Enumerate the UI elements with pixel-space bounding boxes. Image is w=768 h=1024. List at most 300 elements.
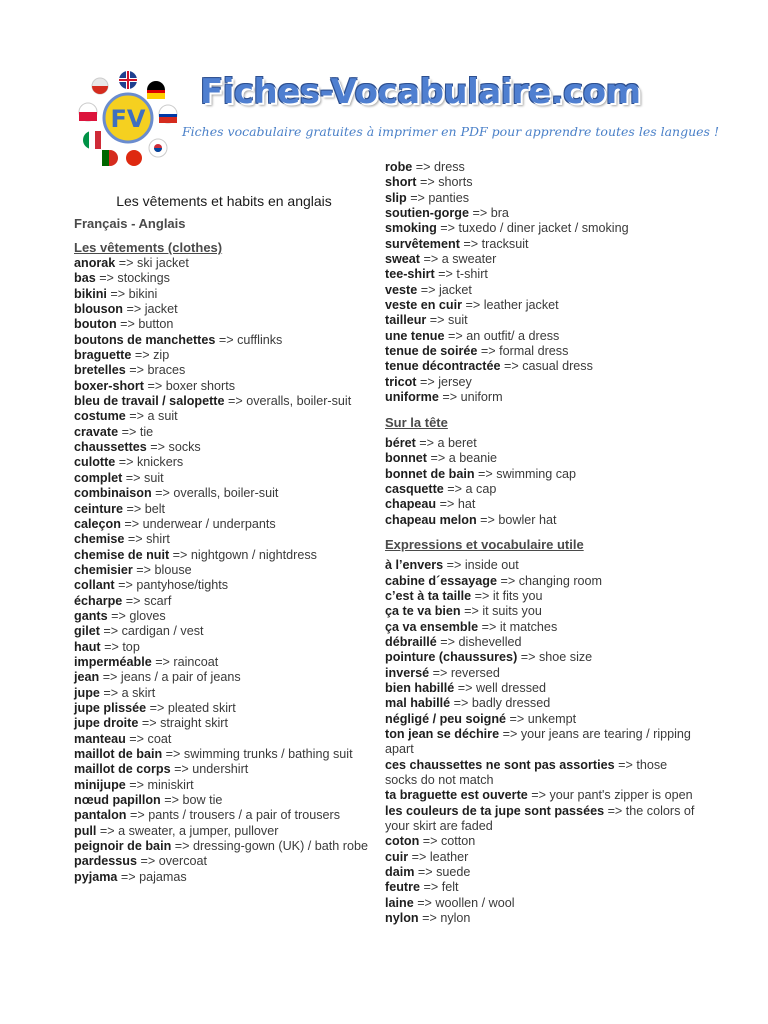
vocab-entry xyxy=(74,425,374,440)
vocab-entry xyxy=(74,655,374,670)
vocab-entry xyxy=(385,589,695,604)
french-term: combinaison xyxy=(74,486,152,501)
french-term: négligé / peu soigné xyxy=(385,711,507,726)
vocab-entry xyxy=(74,287,374,302)
vocab-entry xyxy=(385,513,695,528)
arrow-separator: => xyxy=(122,593,145,608)
arrow-separator: => xyxy=(416,374,439,389)
english-translation: miniskirt xyxy=(147,777,194,792)
english-translation: straight skirt xyxy=(160,716,228,731)
vocab-entry xyxy=(385,666,695,681)
french-term: anorak xyxy=(74,256,116,270)
arrow-separator: => xyxy=(100,639,123,654)
arrow-separator: => xyxy=(96,823,119,838)
french-term: jupe xyxy=(74,685,100,700)
french-term: chapeau melon xyxy=(385,512,477,527)
vocab-entry xyxy=(74,808,374,823)
english-translation: braces xyxy=(147,363,186,378)
vocab-entry xyxy=(385,206,695,221)
english-translation: suit xyxy=(448,313,468,328)
english-translation: it matches xyxy=(499,619,558,634)
vocab-entry xyxy=(385,436,695,451)
vocab-entry xyxy=(74,302,374,317)
arrow-separator: => xyxy=(468,206,491,221)
english-translation: shirt xyxy=(146,532,170,547)
french-term: débraillé xyxy=(385,634,437,649)
english-translation: pajamas xyxy=(139,869,187,884)
english-translation: leather xyxy=(429,849,469,864)
french-term: écharpe xyxy=(74,593,123,608)
section-heading-expressions: Expressions et vocabulaire utile xyxy=(385,536,584,552)
vocab-entry xyxy=(74,486,374,501)
french-term: les couleurs de ta jupe sont passées xyxy=(385,803,605,818)
vocab-entry xyxy=(385,313,695,328)
french-term: pointure (chaussures) xyxy=(385,650,518,665)
arrow-separator: => xyxy=(95,271,118,286)
vocab-entry xyxy=(385,344,695,359)
arrow-separator: => xyxy=(414,865,437,880)
english-translation: socks xyxy=(168,440,201,455)
vocab-entry xyxy=(74,394,374,409)
vocab-entry xyxy=(385,283,695,298)
english-translation: a suit xyxy=(147,409,178,424)
english-translation: raincoat xyxy=(173,654,219,669)
french-term: manteau xyxy=(74,731,126,746)
english-translation: it suits you xyxy=(482,604,542,619)
arrow-separator: => xyxy=(420,880,442,895)
arrow-separator: => xyxy=(443,481,466,496)
arrow-separator: => xyxy=(169,547,191,562)
vocab-entry xyxy=(74,317,374,332)
french-term: chemisier xyxy=(74,562,133,577)
arrow-separator: => xyxy=(107,608,130,623)
logo-text: FV xyxy=(110,105,146,133)
french-term: c’est à ta taille xyxy=(385,588,472,603)
english-translation: dressing-gown (UK) / bath robe xyxy=(192,839,368,854)
vocab-entry xyxy=(74,256,374,271)
vocab-entry xyxy=(385,604,695,619)
vocab-entry xyxy=(385,865,695,880)
french-term: maillot de corps xyxy=(74,762,171,777)
arrow-separator: => xyxy=(132,562,155,577)
english-translation: reversed xyxy=(450,665,500,680)
english-translation: swimming trunks / bathing suit xyxy=(183,747,353,761)
english-translation: blouse xyxy=(154,562,192,577)
french-term: chaussettes xyxy=(74,440,147,455)
arrow-separator: => xyxy=(122,302,145,317)
arrow-separator: => xyxy=(143,378,166,393)
english-translation: a beret xyxy=(437,435,477,450)
vocab-entry xyxy=(385,620,695,635)
vocab-entry xyxy=(74,578,374,593)
english-translation: jacket xyxy=(144,302,178,317)
english-translation: shoe size xyxy=(538,650,593,665)
english-translation: tracksuit xyxy=(481,236,529,251)
arrow-separator: => xyxy=(527,788,550,803)
arrow-separator: => xyxy=(450,696,472,711)
vocab-entry xyxy=(74,670,374,685)
vocab-entry xyxy=(74,440,374,455)
french-term: minijupe xyxy=(74,777,126,792)
french-term: tee-shirt xyxy=(385,267,435,282)
vocab-entry xyxy=(74,471,374,486)
english-translation: a sweater, a jumper, pullover xyxy=(118,823,279,838)
vocab-entry xyxy=(385,681,695,696)
vocab-column-left xyxy=(74,256,374,885)
french-term: une tenue xyxy=(385,328,445,343)
vocab-entry xyxy=(385,191,695,206)
english-translation: leather jacket xyxy=(483,298,559,313)
vocab-entry xyxy=(385,758,695,789)
french-term: pyjama xyxy=(74,869,118,884)
arrow-separator: => xyxy=(434,267,457,282)
arrow-separator: => xyxy=(415,435,438,450)
english-translation: jacket xyxy=(438,282,472,297)
vocab-entry xyxy=(385,359,695,374)
arrow-separator: => xyxy=(162,747,184,761)
vocab-entry xyxy=(74,409,374,424)
french-term: bretelles xyxy=(74,363,126,378)
section-heading-clothes: Les vêtements (clothes) xyxy=(74,240,223,255)
french-term: maillot de bain xyxy=(74,747,163,761)
french-term: blouson xyxy=(74,302,123,317)
vocab-entry xyxy=(385,574,695,589)
french-term: laine xyxy=(385,895,414,910)
english-translation: casual dress xyxy=(522,359,593,374)
arrow-separator: => xyxy=(413,895,436,910)
arrow-separator: => xyxy=(436,221,459,236)
arrow-separator: => xyxy=(406,190,429,205)
arrow-separator: => xyxy=(123,501,145,516)
french-term: collant xyxy=(74,578,115,593)
arrow-separator: => xyxy=(151,654,174,669)
french-term: cabine d´essayage xyxy=(385,573,498,588)
vocab-entry xyxy=(74,609,374,624)
vocab-entry xyxy=(385,237,695,252)
english-translation: swimming cap xyxy=(496,466,577,481)
french-term: ton jean se déchire xyxy=(385,727,500,742)
arrow-separator: => xyxy=(436,634,459,649)
french-term: nylon xyxy=(385,911,419,926)
english-translation: a skirt xyxy=(121,685,156,700)
english-translation: cufflinks xyxy=(237,332,283,347)
arrow-separator: => xyxy=(474,466,497,481)
french-term: sweat xyxy=(385,252,421,267)
french-term: braguette xyxy=(74,348,132,363)
arrow-separator: => xyxy=(170,762,193,777)
arrow-separator: => xyxy=(412,160,435,174)
english-translation: unkempt xyxy=(527,711,577,726)
arrow-separator: => xyxy=(115,256,138,270)
french-term: caleçon xyxy=(74,516,121,531)
english-translation: bra xyxy=(490,206,509,221)
vocab-entry xyxy=(74,532,374,547)
english-translation: well dressed xyxy=(476,681,546,695)
vocab-entry xyxy=(385,175,695,190)
vocab-entry xyxy=(385,712,695,727)
vocab-entry xyxy=(385,727,695,758)
french-term: peignoir de bain xyxy=(74,839,172,854)
vocab-entry xyxy=(74,624,374,639)
english-translation: the colors of your skirt are faded xyxy=(385,803,695,834)
english-translation: t-shirt xyxy=(456,267,488,282)
english-translation: overalls, boiler-suit xyxy=(246,394,352,409)
arrow-separator: => xyxy=(478,619,500,634)
french-term: jupe droite xyxy=(74,716,139,731)
french-term: chemise xyxy=(74,532,125,547)
vocab-entry xyxy=(74,839,374,854)
arrow-separator: => xyxy=(99,670,121,685)
french-term: coton xyxy=(385,834,420,849)
french-term: cravate xyxy=(74,424,119,439)
vocab-entry xyxy=(74,716,374,731)
french-term: casquette xyxy=(385,481,444,496)
english-translation: pleated skirt xyxy=(167,700,236,715)
arrow-separator: => xyxy=(118,424,140,439)
arrow-separator: => xyxy=(115,455,137,470)
french-term: culotte xyxy=(74,455,116,470)
english-translation: shorts xyxy=(438,175,473,190)
arrow-separator: => xyxy=(477,344,500,359)
english-translation: a beanie xyxy=(448,451,498,466)
site-header xyxy=(78,66,719,166)
english-translation: suede xyxy=(436,865,471,880)
french-term: veste xyxy=(385,282,418,297)
vocab-entry xyxy=(385,267,695,282)
french-term: ces chaussettes ne sont pas assorties xyxy=(385,757,615,772)
site-title[interactable]: Fiches-Vocabulaire.com xyxy=(200,72,641,112)
vocab-entry xyxy=(74,640,374,655)
arrow-separator: => xyxy=(443,558,465,573)
french-term: costume xyxy=(74,409,126,424)
english-translation: bowler hat xyxy=(498,512,557,527)
vocab-entry xyxy=(74,548,374,563)
arrow-separator: => xyxy=(125,777,148,792)
english-translation: dress xyxy=(434,160,465,174)
arrow-separator: => xyxy=(114,578,137,593)
vocab-entry xyxy=(74,778,374,793)
english-translation: knickers xyxy=(137,455,184,470)
french-term: mal habillé xyxy=(385,696,451,711)
arrow-separator: => xyxy=(138,716,161,731)
arrow-separator: => xyxy=(454,681,476,695)
vocab-entry xyxy=(74,824,374,839)
english-translation: your pant's zipper is open xyxy=(549,788,693,803)
english-translation: jersey xyxy=(438,374,472,389)
french-term: bleu de travail / salopette xyxy=(74,394,225,409)
french-term: tenue décontractée xyxy=(385,359,501,374)
vocab-entry xyxy=(74,870,374,885)
french-term: bonnet xyxy=(385,451,427,466)
arrow-separator: => xyxy=(106,286,129,301)
arrow-separator: => xyxy=(125,409,148,424)
english-translation: bikini xyxy=(128,286,158,301)
french-term: slip xyxy=(385,190,407,205)
arrow-separator: => xyxy=(122,470,145,485)
english-translation: felt xyxy=(441,880,459,895)
arrow-separator: => xyxy=(506,711,528,726)
english-translation: zip xyxy=(153,348,170,363)
arrow-separator: => xyxy=(146,700,168,715)
vocab-entry xyxy=(385,160,695,175)
arrow-separator: => xyxy=(99,685,122,700)
english-translation: pants / trousers / a pair of trousers xyxy=(148,808,340,823)
english-translation: ski jacket xyxy=(137,256,189,270)
arrow-separator: => xyxy=(124,532,147,547)
arrow-separator: => xyxy=(429,665,451,680)
arrow-separator: => xyxy=(420,252,442,267)
vocab-entry xyxy=(74,701,374,716)
english-translation: it fits you xyxy=(492,588,543,603)
french-term: tailleur xyxy=(385,313,427,328)
english-translation: cotton xyxy=(441,834,476,849)
english-translation: badly dressed xyxy=(471,696,551,711)
section-heading-head: Sur la tête xyxy=(385,414,448,430)
vocab-entry xyxy=(74,793,374,808)
arrow-separator: => xyxy=(476,512,499,527)
arrow-separator: => xyxy=(459,236,482,251)
vocab-entry xyxy=(74,732,374,747)
vocab-entry xyxy=(74,594,374,609)
english-translation: nightgown / nightdress xyxy=(190,547,317,562)
arrow-separator: => xyxy=(99,624,122,639)
english-translation: pantyhose/tights xyxy=(136,578,229,593)
vocab-entry xyxy=(385,880,695,895)
english-translation: uniform xyxy=(460,390,503,405)
english-translation: an outfit/ a dress xyxy=(466,328,560,343)
english-translation: belt xyxy=(144,501,166,516)
french-term: boxer-short xyxy=(74,378,144,393)
vocab-entry xyxy=(74,271,374,286)
arrow-separator: => xyxy=(125,363,148,378)
english-translation: a cap xyxy=(465,481,497,496)
arrow-separator: => xyxy=(499,727,521,742)
french-term: gants xyxy=(74,608,108,623)
english-translation: overcoat xyxy=(158,854,208,869)
arrow-separator: => xyxy=(224,394,247,409)
arrow-separator: => xyxy=(137,854,159,869)
english-translation: those socks do not match xyxy=(385,757,668,788)
french-term: haut xyxy=(74,639,101,654)
vocab-entry xyxy=(385,497,695,512)
vocab-entry xyxy=(385,558,695,573)
french-term: chapeau xyxy=(385,497,437,512)
vocab-entry xyxy=(385,911,695,926)
arrow-separator: => xyxy=(497,573,519,588)
site-tagline: Fiches vocabulaire gratuites à imprimer en PDF pour apprendre toutes les langues ! xyxy=(182,124,719,139)
vocab-entry xyxy=(74,455,374,470)
english-translation: inside out xyxy=(464,558,519,573)
arrow-separator: => xyxy=(215,332,238,347)
arrow-separator: => xyxy=(126,808,149,823)
arrow-separator: => xyxy=(460,604,483,619)
french-term: ceinture xyxy=(74,501,123,516)
english-translation: overalls, boiler-suit xyxy=(173,486,279,501)
french-term: feutre xyxy=(385,880,420,895)
vocab-entry xyxy=(385,804,695,835)
french-term: bikini xyxy=(74,286,107,301)
arrow-separator: => xyxy=(462,298,484,313)
arrow-separator: => xyxy=(419,834,441,849)
vocab-entry xyxy=(74,379,374,394)
arrow-separator: => xyxy=(517,650,539,665)
english-translation: formal dress xyxy=(499,344,569,359)
arrow-separator: => xyxy=(417,282,439,297)
vocab-entry xyxy=(385,375,695,390)
french-term: gilet xyxy=(74,624,100,639)
french-term: uniforme xyxy=(385,390,439,405)
arrow-separator: => xyxy=(160,793,183,808)
vocab-entry xyxy=(385,850,695,865)
arrow-separator: => xyxy=(151,486,174,501)
english-translation: top xyxy=(122,639,140,654)
english-translation: gloves xyxy=(129,608,166,623)
vocab-entry xyxy=(385,451,695,466)
arrow-separator: => xyxy=(436,497,458,512)
french-term: cuir xyxy=(385,849,409,864)
vocab-entry xyxy=(385,635,695,650)
vocab-entry xyxy=(385,221,695,236)
english-translation: undershirt xyxy=(192,762,249,777)
english-translation: suit xyxy=(144,470,164,485)
french-term: pardessus xyxy=(74,854,137,869)
arrow-separator: => xyxy=(146,440,169,455)
vocab-entry xyxy=(74,762,374,777)
vocab-entry xyxy=(74,363,374,378)
english-translation: tie xyxy=(139,424,154,439)
vocab-entry xyxy=(385,482,695,497)
arrow-separator: => xyxy=(438,390,461,405)
french-term: boutons de manchettes xyxy=(74,332,216,347)
vocab-entry xyxy=(74,348,374,363)
french-term: tricot xyxy=(385,374,417,389)
arrow-separator: => xyxy=(416,175,439,190)
french-term: smoking xyxy=(385,221,437,236)
arrow-separator: => xyxy=(418,911,441,926)
french-term: nœud papillon xyxy=(74,793,161,808)
english-translation: hat xyxy=(457,497,476,512)
french-term: bouton xyxy=(74,317,117,332)
english-translation: a sweater xyxy=(441,252,497,267)
arrow-separator: => xyxy=(131,348,154,363)
document-title: Les vêtements et habits en anglais xyxy=(116,193,332,209)
english-translation: tuxedo / diner jacket / smoking xyxy=(458,221,629,236)
french-term: survêtement xyxy=(385,236,460,251)
arrow-separator: => xyxy=(116,317,139,332)
french-term: short xyxy=(385,175,417,190)
arrow-separator: => xyxy=(614,757,637,772)
arrow-separator: => xyxy=(444,328,467,343)
arrow-separator: => xyxy=(171,839,193,854)
arrow-separator: => xyxy=(125,731,148,746)
english-translation: panties xyxy=(428,190,470,205)
french-term: inversé xyxy=(385,665,430,680)
vocab-entry xyxy=(74,686,374,701)
flags-logo-icon xyxy=(78,70,182,166)
vocab-entry xyxy=(385,329,695,344)
french-term: daim xyxy=(385,865,415,880)
arrow-separator: => xyxy=(426,451,449,466)
french-term: robe xyxy=(385,160,413,174)
vocab-entry xyxy=(385,298,695,313)
french-term: pantalon xyxy=(74,808,127,823)
vocab-entry xyxy=(74,517,374,532)
french-term: soutien-gorge xyxy=(385,206,469,221)
vocab-column-right xyxy=(385,160,695,927)
vocab-entry xyxy=(385,896,695,911)
french-term: chemise de nuit xyxy=(74,547,170,562)
french-term: imperméable xyxy=(74,654,152,669)
